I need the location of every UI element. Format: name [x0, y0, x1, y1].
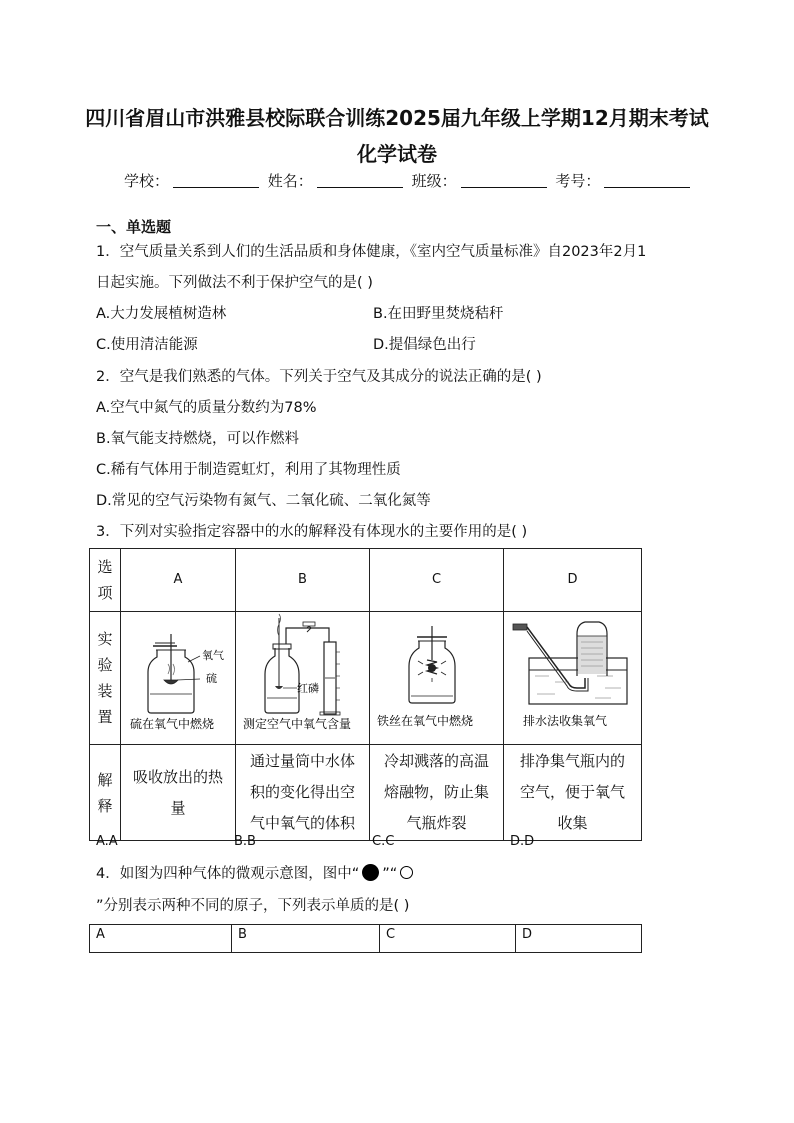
- figure-a-caption: 硫在氧气中燃烧: [129, 717, 214, 731]
- q3-explain-header-char: 释: [97, 796, 113, 815]
- q1-stem-line2: 日起实施。下列做法不利于保护空气的是( ): [96, 275, 373, 291]
- q3-experiment-header: [90, 612, 121, 745]
- water-displacement-figure: [505, 612, 641, 733]
- oxygen-measurement-figure: [237, 612, 369, 733]
- q2-option-a: A.空气中氮气的质量分数约为78%: [96, 400, 317, 416]
- explain-line: 熔融物，防止集: [383, 783, 489, 801]
- class-blank: [461, 187, 547, 188]
- q3-experiment-header-char: 置: [97, 708, 113, 726]
- q4-table: [89, 924, 642, 953]
- q3-option-c: C.C: [372, 834, 395, 849]
- q4-header-row: [90, 925, 642, 953]
- section-title: 一、单选题: [96, 218, 172, 236]
- class-label: 班级：: [411, 172, 457, 190]
- figure-d-caption: 排水法收集氧气: [522, 714, 607, 728]
- q3-header-row: [90, 549, 642, 612]
- exam-title-line1: 四川省眉山市洪雅县校际联合训练2025届九年级上学期12月期末考试: [85, 106, 709, 130]
- q3-option-header-char: 项: [97, 584, 113, 602]
- q4-stem-line1: [96, 862, 416, 883]
- q3-experiment-header-char: 实: [97, 630, 113, 648]
- white-atom-icon: [400, 866, 413, 879]
- exam-title-line2: 化学试卷: [357, 142, 437, 166]
- q3-explain-a: [121, 745, 236, 841]
- student-info-row: [124, 170, 694, 191]
- q2-stem: 2．空气是我们熟悉的气体。下列关于空气及其成分的说法正确的是( ): [96, 369, 542, 385]
- explain-line: 冷却溅落的高温: [383, 752, 489, 770]
- explain-line: 气中氧气的体积: [249, 814, 355, 832]
- q4-stem-line2: ”分别表示两种不同的原子，下列表示单质的是( ): [96, 898, 410, 914]
- q3-option-header-char: 选: [97, 558, 113, 576]
- explain-line: 气瓶炸裂: [406, 814, 467, 832]
- q1-option-d: D.提倡绿色出行: [373, 337, 476, 353]
- q3-figure-c: [370, 612, 504, 745]
- q3-figure-row: [90, 612, 642, 745]
- name-blank: [317, 187, 403, 188]
- q3-option-header: [90, 549, 121, 612]
- red-phosphorus-label: 红磷: [296, 682, 319, 695]
- sulfur-label: 硫: [205, 672, 217, 685]
- explain-line: 收集: [557, 814, 588, 832]
- q3-explanation-row: [90, 745, 642, 841]
- school-label: 学校：: [124, 172, 170, 190]
- q3-figure-b: [236, 612, 370, 745]
- q3-table: [89, 548, 642, 841]
- q3-explain-header: [90, 745, 121, 841]
- q4-col-d: D: [516, 925, 642, 953]
- oxygen-label: 氧气: [201, 649, 224, 662]
- exam-no-label: 考号：: [555, 172, 601, 190]
- q3-explain-c: [370, 745, 504, 841]
- q3-stem: 3．下列对实验指定容器中的水的解释没有体现水的主要作用的是( ): [96, 524, 528, 540]
- explain-line: 空气，便于氧气: [519, 783, 625, 801]
- q3-col-c: C: [370, 549, 504, 612]
- iron-wire-burning-figure: [371, 612, 503, 733]
- q3-option-a: A.A: [96, 834, 118, 849]
- name-label: 姓名：: [267, 172, 313, 190]
- explain-line: 排净集气瓶内的: [519, 752, 625, 770]
- q3-option-d: D.D: [510, 834, 535, 849]
- explain-line: 吸收放出的热: [132, 767, 223, 786]
- black-atom-icon: [362, 864, 379, 881]
- explain-line: 积的变化得出空: [249, 783, 355, 801]
- q3-col-b: B: [236, 549, 370, 612]
- q3-option-b: B.B: [234, 834, 256, 849]
- q3-explain-d: [504, 745, 642, 841]
- q1-option-a: A.大力发展植树造林: [96, 306, 227, 322]
- q2-option-c: C.稀有气体用于制造霓虹灯，利用了其物理性质: [96, 462, 401, 478]
- q3-col-d: D: [504, 549, 642, 612]
- q2-option-d: D.常见的空气污染物有氮气、二氧化硫、二氧化氮等: [96, 493, 431, 509]
- explain-line: 通过量筒中水体: [249, 752, 355, 770]
- q3-col-a: A: [121, 549, 236, 612]
- q4-stem-part1: 4．如图为四种气体的微观示意图，图中“: [96, 866, 360, 882]
- figure-b-caption: 测定空气中氧气含量: [242, 717, 351, 731]
- q4-col-a: A: [90, 925, 232, 953]
- q3-figure-d: [504, 612, 642, 745]
- q3-experiment-header-char: 装: [97, 682, 113, 700]
- q3-explain-b: [236, 745, 370, 841]
- q4-col-c: C: [380, 925, 516, 953]
- q3-experiment-header-char: 验: [97, 656, 113, 674]
- exam-no-blank: [604, 187, 690, 188]
- figure-c-caption: 铁丝在氧气中燃烧: [376, 714, 473, 728]
- sulfur-burning-figure: [122, 612, 235, 733]
- q4-col-b: B: [232, 925, 380, 953]
- q3-figure-a: [121, 612, 236, 745]
- q1-stem-line1: 1．空气质量关系到人们的生活品质和身体健康，《室内空气质量标准》自2023年2月1: [96, 244, 647, 260]
- q3-explain-header-char: 解: [97, 770, 113, 789]
- explain-line: 量: [170, 798, 186, 817]
- q4-stem-part2: ”“: [382, 866, 398, 882]
- q1-option-c: C.使用清洁能源: [96, 337, 198, 353]
- school-blank: [173, 187, 259, 188]
- q2-option-b: B.氧气能支持燃烧，可以作燃料: [96, 431, 300, 447]
- q1-option-b: B.在田野里焚烧秸秆: [373, 306, 504, 322]
